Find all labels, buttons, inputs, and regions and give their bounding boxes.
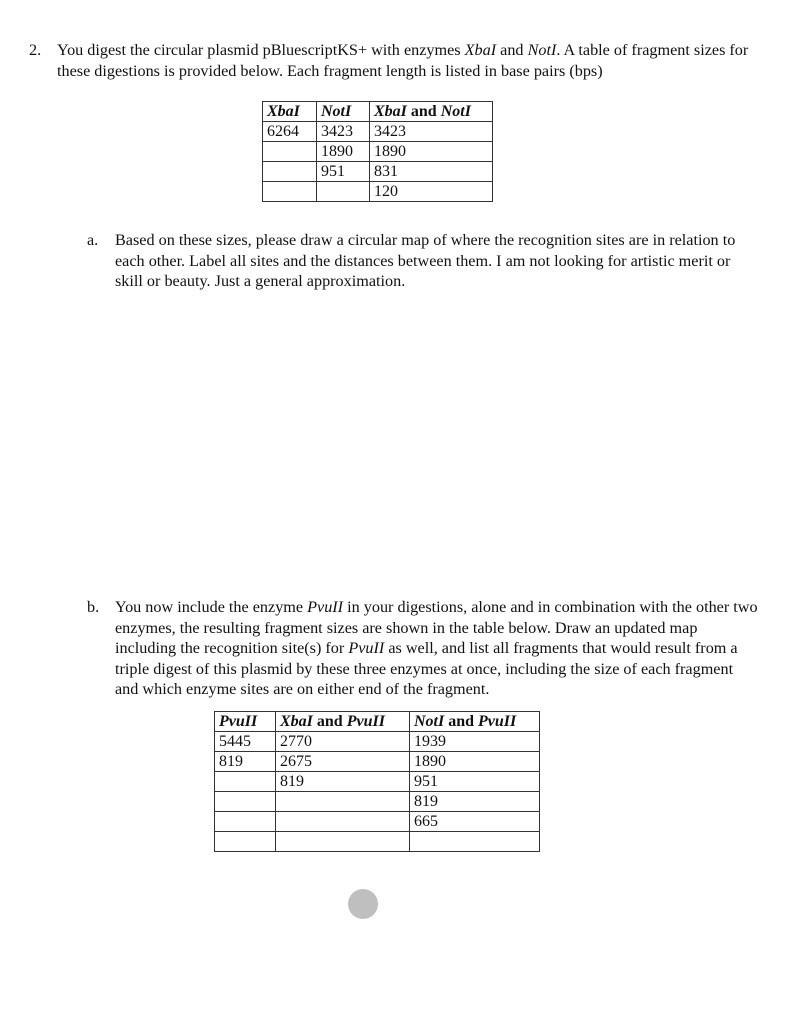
table-cell: 1890	[370, 142, 493, 162]
table-cell: 831	[370, 162, 493, 182]
table-header-cell: XbaI and NotI	[370, 102, 493, 122]
table-cell	[263, 182, 317, 202]
table-row	[215, 812, 540, 832]
table-cell	[410, 832, 540, 852]
table-cell: 819	[410, 792, 540, 812]
question-intro: You digest the circular plasmid pBluescriptKS+ with enzymes XbaI and NotI. A table of fragment sizes for these digestions is provided below. Each fragment length is listed in base pairs (bps)	[57, 41, 749, 80]
table-cell: 1939	[410, 732, 540, 752]
table-cell: 6264	[263, 122, 317, 142]
table-cell	[317, 182, 370, 202]
part-a-text: Based on these sizes, please draw a circular map of where the recognition sites are in relation to each other. Label all sites and the distances between them. I am not looking for artistic merit or skill or beauty. Just a general approximation.	[115, 231, 736, 290]
table-cell: 951	[317, 162, 370, 182]
table-cell: 819	[276, 772, 410, 792]
table-row	[215, 772, 540, 792]
fragment-table-pvuii	[214, 711, 540, 852]
fragment-table-xbai-noti	[262, 101, 493, 202]
table-header-cell: XbaI	[263, 102, 317, 122]
table-row	[263, 142, 493, 162]
table-row	[263, 122, 493, 142]
part-b-text: You now include the enzyme PvuII in your digestions, alone and in combination with the other two enzymes, the resulting fragment sizes are shown in the table below. Draw an updated map including the recognition site(s) for PvuII as well, and list all fragments that would result from a triple digest of this plasmid by these three enzymes at once, including the size of each fragment and which enzyme sites are on either end of the fragment.	[115, 598, 758, 698]
table-row	[263, 162, 493, 182]
table-cell	[215, 792, 276, 812]
table-row	[215, 792, 540, 812]
table-row	[215, 752, 540, 772]
table-header-cell: XbaI and PvuII	[276, 712, 410, 732]
table-cell	[263, 142, 317, 162]
part-b-letter: b.	[87, 598, 100, 616]
table-cell	[276, 812, 410, 832]
part-a-letter: a.	[87, 231, 99, 249]
table-cell: 2675	[276, 752, 410, 772]
table-header-cell: NotI	[317, 102, 370, 122]
table-row	[215, 732, 540, 752]
table-row	[263, 182, 493, 202]
gray-circle-button[interactable]	[348, 889, 378, 919]
table-cell: 3423	[370, 122, 493, 142]
table-cell	[215, 832, 276, 852]
table-cell: 1890	[410, 752, 540, 772]
table-cell: 1890	[317, 142, 370, 162]
table-cell: 665	[410, 812, 540, 832]
table-cell	[215, 772, 276, 792]
table-header-cell: NotI and PvuII	[410, 712, 540, 732]
table-cell: 5445	[215, 732, 276, 752]
table-cell: 120	[370, 182, 493, 202]
table-cell	[276, 832, 410, 852]
table-cell: 819	[215, 752, 276, 772]
table-header-row	[263, 102, 493, 122]
table-cell	[215, 812, 276, 832]
table-cell: 3423	[317, 122, 370, 142]
table-row	[215, 832, 540, 852]
table-cell: 951	[410, 772, 540, 792]
question-number: 2.	[29, 41, 42, 59]
table-cell	[276, 792, 410, 812]
table-header-row	[215, 712, 540, 732]
table-cell: 2770	[276, 732, 410, 752]
table-cell	[263, 162, 317, 182]
table-header-cell: PvuII	[215, 712, 276, 732]
